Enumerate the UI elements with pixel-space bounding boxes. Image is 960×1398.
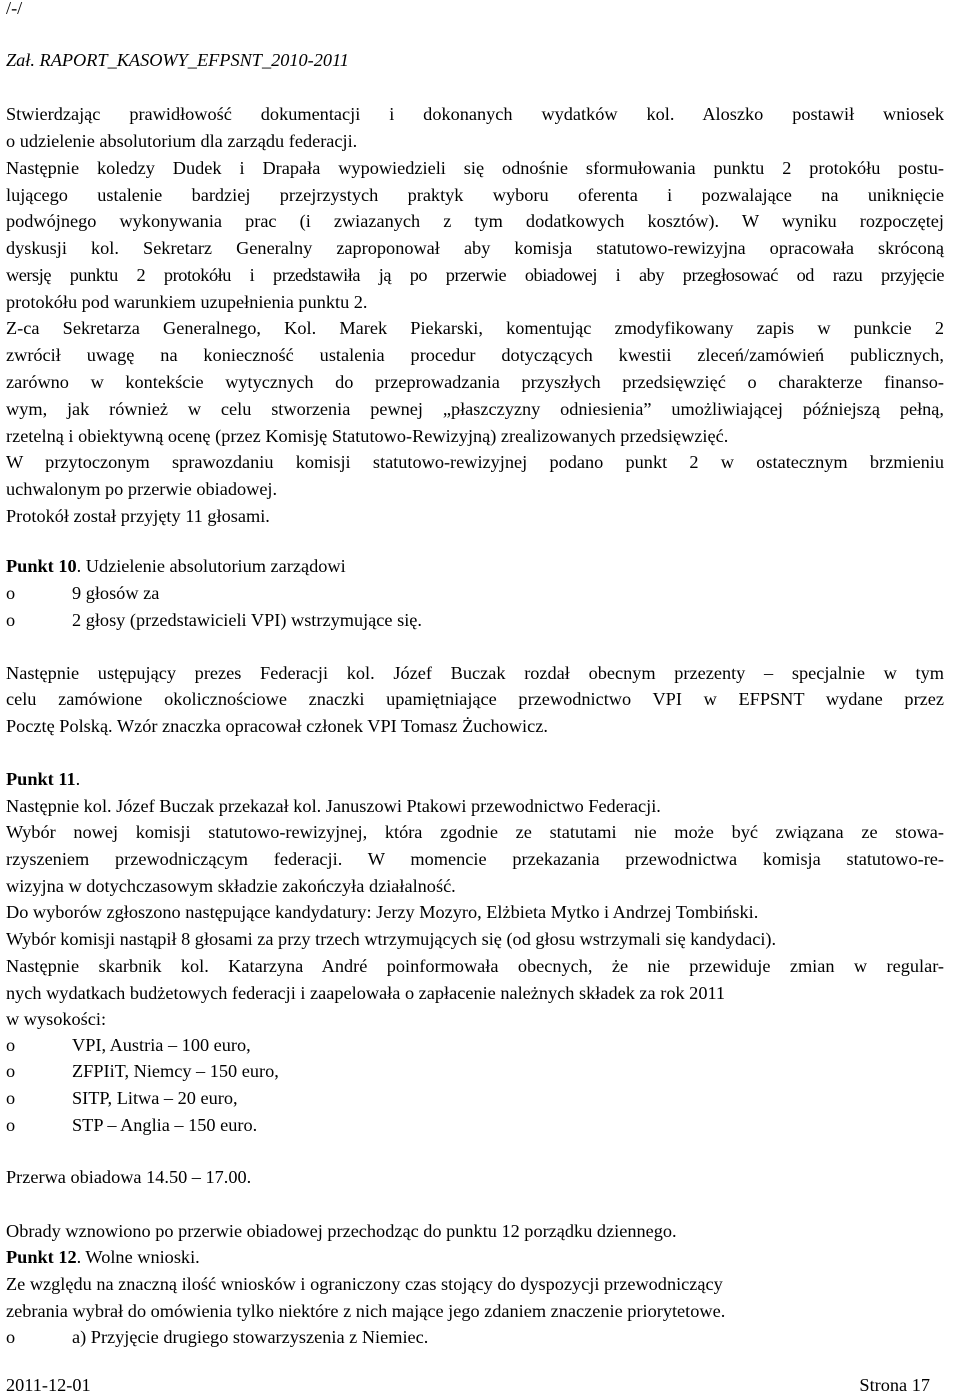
text-line: dyskusji kol. Sekretarz Generalny zaproponował aby komisja statutowo-rewizyjna opracowała skróconą — [6, 238, 944, 258]
section-heading-punkt-11 — [6, 766, 80, 792]
text-line: Następnie skarbnik kol. Katarzyna André poinformowała obecnych, że nie przewiduje zmian w regular- — [6, 956, 944, 976]
text-line: Z-ca Sekretarza Generalnego, Kol. Marek Piekarski, komentując zmodyfikowany zapis w punkcie 2 — [6, 318, 944, 338]
text-line: Protokół został przyjęty 11 głosami. — [6, 506, 270, 526]
footer-date: 2011-12-01 — [6, 1375, 91, 1395]
text-line: Następnie kol. Józef Buczak przekazał kol. Januszowi Ptakowi przewodnictwo Federacji. — [6, 796, 661, 816]
text-line: podwójnego wykonywania prac (i zwiazanych z tym dodatkowych kosztów). W wyniku rozpoczętej — [6, 211, 944, 231]
section-title: . — [75, 769, 81, 789]
section-label: Punkt 11 — [6, 769, 76, 789]
list-item: 2 głosy (przedstawicieli VPI) wstrzymujące się. — [72, 610, 422, 630]
section-heading-punkt-10 — [6, 553, 346, 579]
text-line: Wybór nowej komisji statutowo-rewizyjnej, która zgodnie ze statutami nie może być związana ze stowa- — [6, 822, 944, 842]
section-label: Punkt 12 — [6, 1247, 77, 1267]
bullet-marker: o — [6, 1061, 16, 1081]
page-number: Strona 17 — [859, 1375, 930, 1395]
page-marker: /-/ — [6, 0, 23, 18]
text-line: Następnie koledzy Dudek i Drapała wypowiedzieli się odnośnie sformułowania punktu 2 protokółu postu- — [6, 158, 944, 178]
list-item: VPI, Austria – 100 euro, — [72, 1035, 251, 1055]
section-label: Punkt 10 — [6, 556, 77, 576]
text-line: Pocztę Polską. Wzór znaczka opracował członek VPI Tomasz Żuchowicz. — [6, 716, 548, 736]
text-line: zebrania wybrał do omówienia tylko niektóre z nich mające jego zdaniem znaczenie priorytetowe. — [6, 1301, 726, 1321]
text-line: uchwalonym po przerwie obiadowej. — [6, 479, 278, 499]
text-line: Następnie ustępujący prezes Federacji kol. Józef Buczak rozdał obecnym przezenty – specjalnie w tym — [6, 663, 944, 683]
text-line: protokółu pod warunkiem uzupełnienia punktu 2. — [6, 292, 368, 312]
text-line: W przytoczonym sprawozdaniu komisji statutowo-rewizyjnej podano punkt 2 w ostatecznym brzmieniu — [6, 452, 944, 472]
section-title: . Wolne wnioski. — [76, 1247, 200, 1267]
text-line: zarówno w kontekście wytycznych do przeprowadzania przyszłych przedsięwzięć o charakterze finanso- — [6, 372, 944, 392]
text-line: rzyszeniem przewodniczącym federacji. W momencie przekazania przewodnictwa komisja statutowo-re- — [6, 849, 944, 869]
bullet-marker: o — [6, 1035, 16, 1055]
text-line: celu zamówione okolicznościowe znaczki upamiętniające przewodnictwo VPI w EFPSNT wydane przez — [6, 689, 944, 709]
text-line: w wysokości: — [6, 1009, 107, 1029]
text-line: o udzielenie absolutorium dla zarządu federacji. — [6, 131, 358, 151]
text-line: Obrady wznowiono po przerwie obiadowej przechodząc do punktu 12 porządku dziennego. — [6, 1221, 677, 1241]
attachment-title: Zał. RAPORT_KASOWY_EFPSNT_2010-2011 — [6, 50, 349, 70]
text-line: wizyjna w dotychczasowym składzie zakończyła działalność. — [6, 876, 456, 896]
text-line: Wybór komisji nastąpił 8 głosami za przy trzech wtrzymujących się (od głosu wstrzymali się kandydaci). — [6, 929, 777, 949]
text-line: zwrócił uwagę na konieczność ustalenia procedur dotyczących kwestii zleceń/zamówień publicznych, — [6, 345, 944, 365]
bullet-marker: o — [6, 610, 16, 630]
bullet-marker: o — [6, 1327, 16, 1347]
text-line: Ze względu na znaczną ilość wniosków i ograniczony czas stojący do dyspozycji przewodniczący — [6, 1274, 723, 1294]
section-title: . Udzielenie absolutorium zarządowi — [76, 556, 346, 576]
list-item: a) Przyjęcie drugiego stowarzyszenia z Niemiec. — [72, 1327, 429, 1347]
list-item: ZFPIiT, Niemcy – 150 euro, — [72, 1061, 279, 1081]
list-item: STP – Anglia – 150 euro. — [72, 1115, 258, 1135]
text-line: wersję punktu 2 protokółu i przedstawiła ją po przerwie obiadowej i aby przegłosować od razu przyjęcie — [6, 265, 944, 285]
bullet-marker: o — [6, 1088, 16, 1108]
list-item: 9 głosów za — [72, 583, 160, 603]
text-line: rzetelną i obiektywną ocenę (przez Komisję Statutowo-Rewizyjną) zrealizowanych przedsięwzięć. — [6, 426, 729, 446]
list-item: SITP, Litwa – 20 euro, — [72, 1088, 238, 1108]
text-line: Do wyborów zgłoszono następujące kandydatury: Jerzy Mozyro, Elżbieta Mytko i Andrzej Tombiński. — [6, 902, 759, 922]
bullet-marker: o — [6, 583, 16, 603]
section-heading-punkt-12 — [6, 1244, 200, 1270]
text-line: lującego ustalenie bardziej przejrzystych praktyk wyboru oferenta i pozwalające na uniknięcie — [6, 185, 944, 205]
text-line: nych wydatkach budżetowych federacji i zaapelowała o zapłacenie należnych składek za rok 2011 — [6, 983, 726, 1003]
bullet-marker: o — [6, 1115, 16, 1135]
text-line: wym, jak również w celu stworzenia pewnej „płaszczyzny odniesienia” umożliwiającej późniejszą pełną, — [6, 399, 944, 419]
text-line: Stwierdzając prawidłowość dokumentacji i dokonanych wydatków kol. Aloszko postawił wniosek — [6, 104, 944, 124]
text-line: Przerwa obiadowa 14.50 – 17.00. — [6, 1167, 252, 1187]
